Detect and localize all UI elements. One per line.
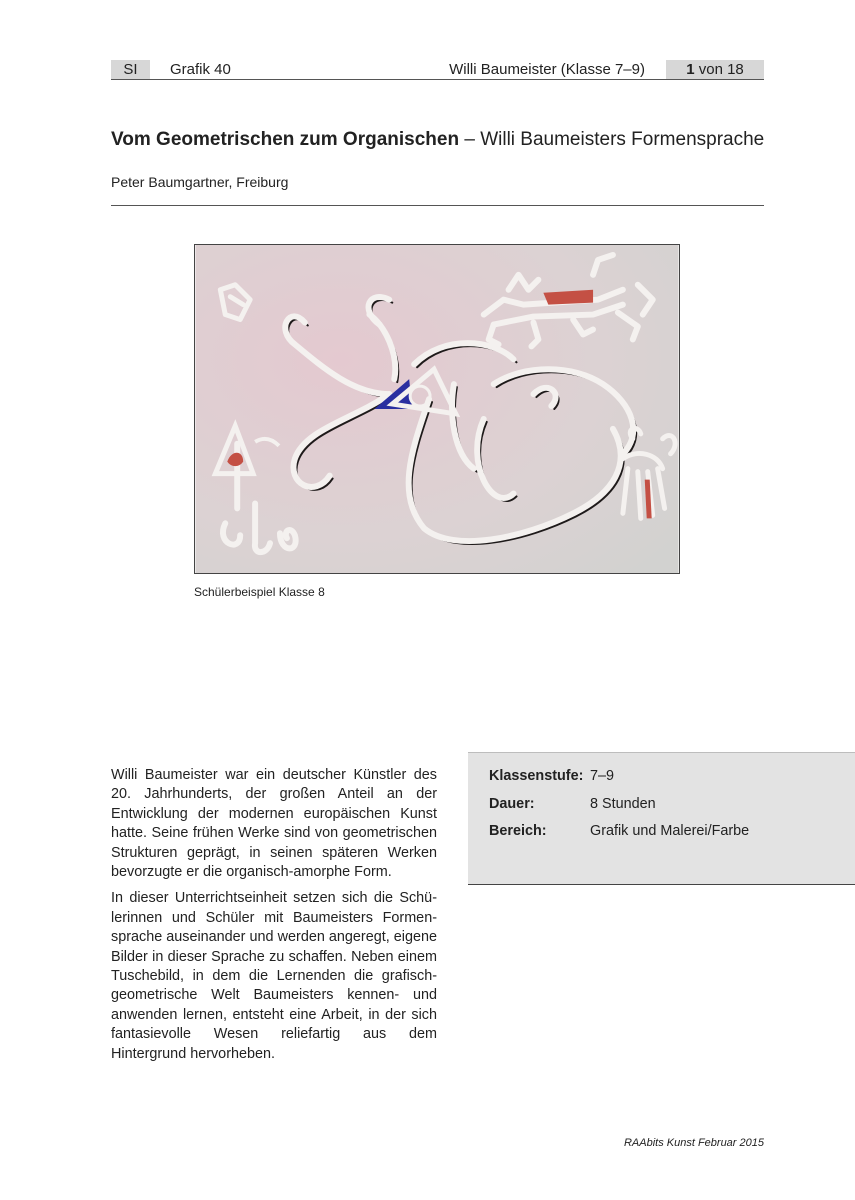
area-label: Bereich: — [489, 823, 547, 839]
duration-label: Dauer: — [489, 796, 535, 812]
title-separator: – — [459, 129, 481, 150]
page-title — [111, 128, 771, 152]
artwork-drawing — [195, 245, 679, 573]
duration-value: 8 Stunden — [590, 796, 656, 812]
grade-label: Klassenstufe: — [489, 768, 584, 784]
author-line: Peter Baumgartner, Freiburg — [111, 174, 289, 190]
intro-paragraph-1: Willi Baumeister war ein deutscher Künstler des 20. Jahrhunderts, der großen Anteil an der Entwicklung der modernen europäischen Kunst hatte. Seine frühen Werke sind von geometrischen Strukturen geprägt, in seinen späteren Werken bevorzugte er die organisch-amorphe Form. — [111, 767, 437, 881]
lesson-info-box — [468, 752, 855, 885]
title-sub: Willi Baumeisters Formensprache — [480, 129, 765, 150]
intro-paragraph-2: In dieser Unterrichtseinheit setzen sich die Schülerinnen und Schüler mit Baumeisters Formensprache auseinander und werden angeregt, eigene Bilder in dieser Sprache zu schaffen. Neben einem Tuschebild, in dem die Lernenden die grafisch-geometrische Welt Baumeisters kennen- und anwenden lernen, entsteht eine Arbeit, in der sich fantasievolle Wesen reliefartig aus dem Hintergrund hervorheben. — [111, 890, 437, 1062]
student-artwork-image — [194, 244, 680, 574]
area-value: Grafik und Malerei/Farbe — [590, 823, 750, 839]
page-number: 1 — [686, 61, 695, 78]
intro-text — [111, 766, 437, 1071]
running-header — [111, 60, 764, 80]
topic-label: Willi Baumeister (Klasse 7–9) — [449, 61, 645, 78]
publication-footer: RAAbits Kunst Februar 2015 — [623, 1137, 764, 1149]
level-badge: SI — [111, 60, 150, 79]
title-main: Vom Geometrischen zum Organischen — [111, 129, 460, 150]
page-total: von 18 — [698, 61, 744, 78]
title-divider — [111, 205, 764, 206]
artwork-caption: Schülerbeispiel Klasse 8 — [194, 585, 325, 599]
grade-value: 7–9 — [590, 768, 615, 784]
section-label: Grafik 40 — [170, 61, 231, 78]
page-indicator — [666, 60, 764, 79]
